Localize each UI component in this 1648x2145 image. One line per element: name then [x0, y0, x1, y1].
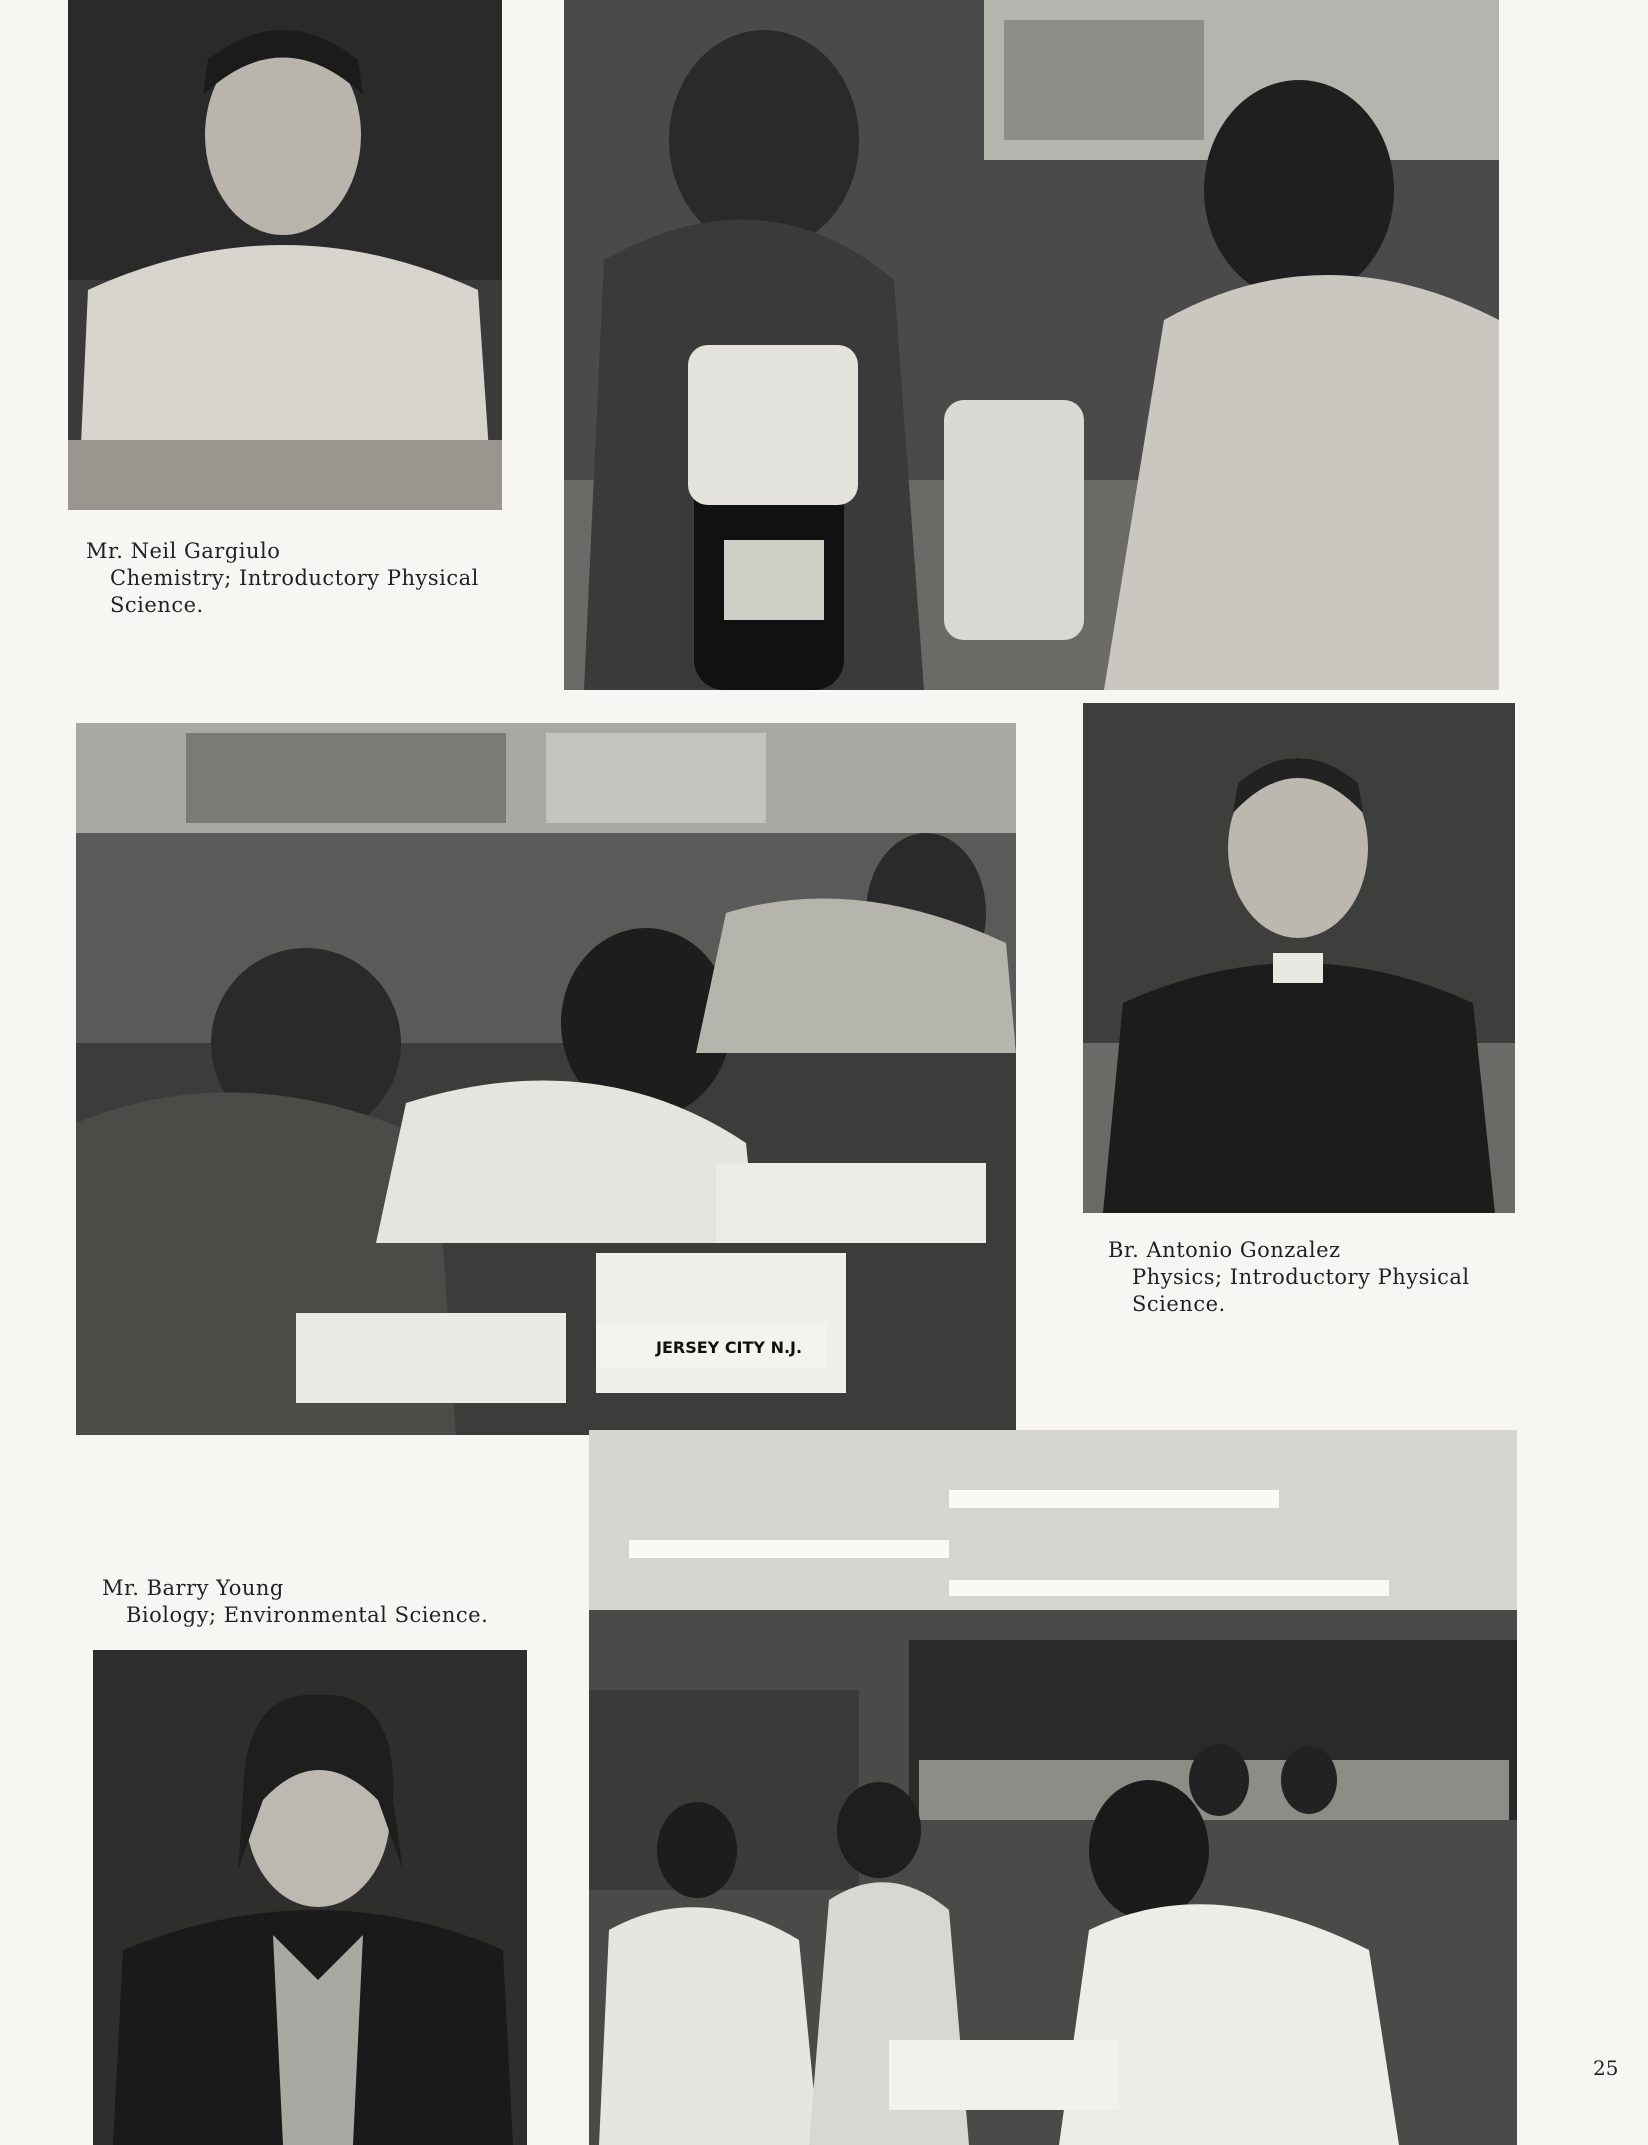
notebook-label: JERSEY CITY N.J.: [656, 1338, 803, 1357]
portrait-photo-gonzalez: [1083, 703, 1515, 1213]
caption-department: Physics; Introductory Physical: [1132, 1265, 1470, 1289]
page-number: 25: [1593, 2056, 1619, 2080]
classroom-writing-photo: [76, 723, 1016, 1435]
caption-name: Mr. Neil Gargiulo: [86, 539, 281, 563]
caption-name: Mr. Barry Young: [102, 1576, 284, 1600]
caption-gargiulo: [86, 538, 479, 619]
caption-department: Chemistry; Introductory Physical: [110, 566, 479, 590]
portrait-photo-gargiulo: [68, 0, 502, 510]
caption-gonzalez: [1108, 1237, 1470, 1318]
caption-young: [102, 1575, 488, 1629]
portrait-photo-young: [93, 1650, 527, 2145]
caption-department: Biology; Environmental Science.: [126, 1603, 489, 1627]
caption-department: Science.: [110, 593, 204, 617]
caption-department: Science.: [1132, 1292, 1226, 1316]
chemistry-lab-photo: [564, 0, 1499, 690]
lecture-room-photo: [589, 1430, 1517, 2145]
caption-name: Br. Antonio Gonzalez: [1108, 1238, 1341, 1262]
